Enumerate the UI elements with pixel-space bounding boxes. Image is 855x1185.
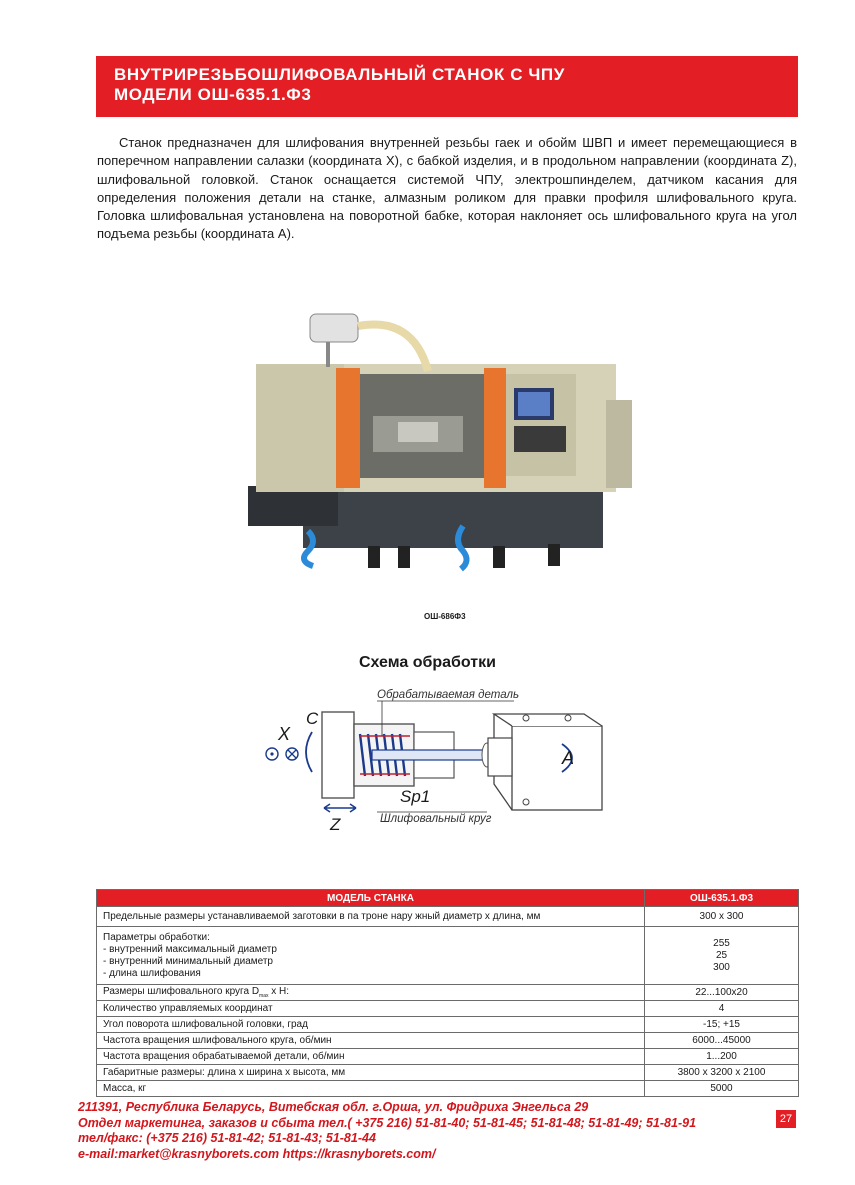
spindle-head bbox=[512, 726, 602, 810]
c-axis-label: C bbox=[306, 709, 319, 728]
row-value: 22...100х20 bbox=[645, 985, 799, 1001]
table-row bbox=[97, 1033, 799, 1049]
row-value: 6000...45000 bbox=[645, 1033, 799, 1049]
row-value bbox=[645, 927, 799, 985]
table-row bbox=[97, 927, 799, 985]
title-line-1: ВНУТРИРЕЗЬБОШЛИФОВАЛЬНЫЙ СТАНОК С ЧПУ bbox=[114, 65, 565, 84]
table-row bbox=[97, 1065, 799, 1081]
row-param-line: - внутренний максимальный диаметр bbox=[103, 943, 277, 955]
footer-address: 211391, Республика Беларусь, Витебская обл. г.Орша, ул. Фридриха Энгельса 29 bbox=[78, 1100, 589, 1114]
row-param-tail: х H: bbox=[268, 986, 290, 997]
scheme-title: Схема обработки bbox=[359, 654, 496, 671]
row-param bbox=[97, 927, 645, 985]
spindle-label: Sp1 bbox=[400, 787, 431, 806]
row-value: 5000 bbox=[645, 1081, 799, 1097]
row-value-line: 25 bbox=[715, 949, 728, 961]
table-row bbox=[97, 1001, 799, 1017]
table-header-row bbox=[97, 890, 799, 907]
header-param: МОДЕЛЬ СТАНКА bbox=[97, 890, 645, 907]
machine-photo bbox=[248, 296, 638, 596]
row-param-sub: max bbox=[259, 993, 269, 999]
row-param-line: Параметры обработки: bbox=[103, 931, 210, 943]
a-axis-label: A bbox=[562, 748, 575, 768]
wheel-label: Шлифовальный круг bbox=[380, 813, 492, 825]
row-param: Габаритные размеры: длина х ширина х высота, мм bbox=[97, 1065, 645, 1081]
table-row bbox=[97, 985, 799, 1001]
footer-fax: тел/факс: (+375 216) 51-81-42; 51-81-43; 51-81-44 bbox=[78, 1131, 376, 1145]
x-axis-label: X bbox=[278, 724, 291, 744]
contact-footer bbox=[78, 1100, 696, 1162]
row-param-line: - длина шлифования bbox=[103, 967, 201, 979]
photo-caption: ОШ-686Ф3 bbox=[424, 612, 466, 621]
row-value: 1...200 bbox=[645, 1049, 799, 1065]
row-value-line: 255 bbox=[713, 937, 730, 949]
page-number: 27 bbox=[776, 1110, 796, 1128]
processing-scheme-diagram bbox=[262, 684, 612, 834]
row-param bbox=[97, 985, 645, 1001]
table-row bbox=[97, 1017, 799, 1033]
part-label: Обрабатываемая деталь bbox=[377, 689, 520, 701]
row-param: Масса, кг bbox=[97, 1081, 645, 1097]
footer-email[interactable]: e-mail:market@krasnyborets.com https://krasnyborets.com/ bbox=[78, 1146, 436, 1161]
spec-table bbox=[96, 889, 799, 1097]
dust-collector bbox=[310, 314, 358, 342]
row-value: 300 х 300 bbox=[645, 907, 799, 927]
machine-base bbox=[303, 484, 603, 548]
orange-panel-left bbox=[336, 368, 360, 488]
chuck bbox=[322, 712, 354, 798]
row-value: 4 bbox=[645, 1001, 799, 1017]
row-param: Угол поворота шлифовальной головки, град bbox=[97, 1017, 645, 1033]
row-param: Частота вращения обрабатываемой детали, об/мин bbox=[97, 1049, 645, 1065]
table-row bbox=[97, 907, 799, 927]
table-row bbox=[97, 1049, 799, 1065]
intro-paragraph: Станок предназначен для шлифования внутренней резьбы гаек и обойм ШВП и имеет перемещающиеся в поперечном направлении салазки (координата X), с бабкой изделия, и в продольном направлении (координата Z), шлифовальной головкой. Станок оснащается системой ЧПУ, электрошпинделем, датчиком касания для определения положения детали на станке, алмазным роликом для правки профиля шлифовального круга. Головка шлифовальная установлена на поворотной бабке, которая наклоняет ось шлифовального круга на угол подъема резьбы (координата А). bbox=[97, 135, 797, 242]
orange-panel-right bbox=[484, 368, 506, 488]
row-param-text: Размеры шлифовального круга D bbox=[103, 986, 260, 997]
row-param: Количество управляемых координат bbox=[97, 1001, 645, 1017]
c-rotation-arrow bbox=[306, 732, 312, 772]
row-value-line: 300 bbox=[713, 961, 730, 973]
row-value: -15; +15 bbox=[645, 1017, 799, 1033]
title-line-2: МОДЕЛИ ОШ-635.1.Ф3 bbox=[114, 85, 312, 104]
grinding-spindle bbox=[372, 750, 492, 760]
z-axis-label: Z bbox=[330, 815, 341, 834]
title-banner bbox=[96, 56, 798, 117]
row-param: Предельные размеры устанавливаемой заготовки в па троне нару жный диаметр х длина, мм bbox=[97, 907, 645, 927]
row-param: Частота вращения шлифовального круга, об/мин bbox=[97, 1033, 645, 1049]
header-value: ОШ-635.1.Ф3 bbox=[645, 890, 799, 907]
footer-marketing: Отдел маркетинга, заказов и сбыта тел.( +375 216) 51-81-40; 51-81-45; 51-81-48; 51-81-49; 51-81-91 bbox=[78, 1115, 697, 1130]
z-axis-arrow bbox=[324, 804, 356, 812]
row-param-line: - внутренний минимальный диаметр bbox=[103, 955, 273, 967]
table-row bbox=[97, 1081, 799, 1097]
row-value: 3800 х 3200 х 2100 bbox=[645, 1065, 799, 1081]
